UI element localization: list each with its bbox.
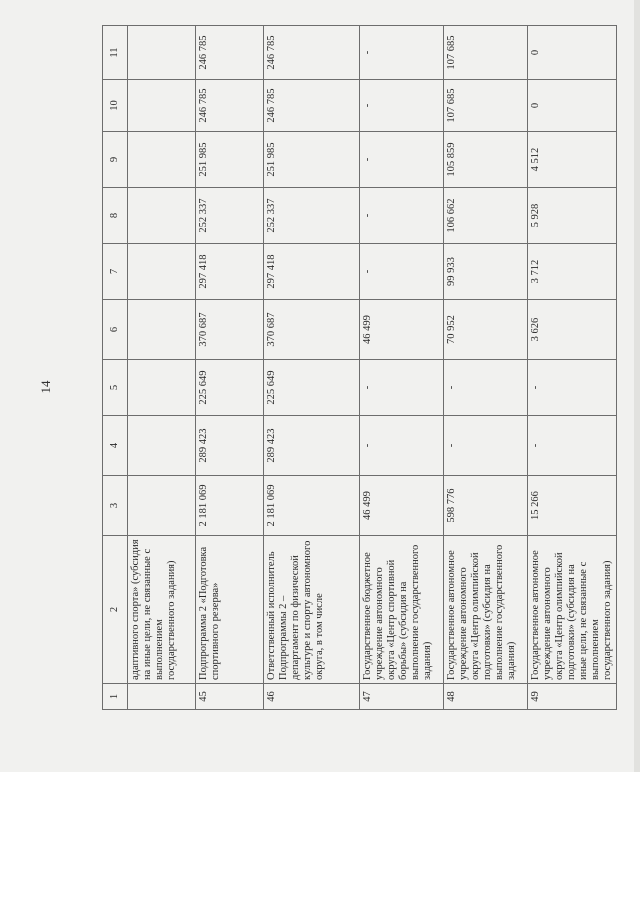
table-row	[264, 26, 360, 710]
cell-value	[128, 476, 196, 536]
cell-value: 4 512	[528, 132, 617, 188]
row-number: 47	[360, 684, 444, 710]
cell-value: 252 337	[196, 188, 264, 244]
row-name: Государственное бюджетное учреждение автономного округа «Центр спортивной борьбы» (субсидия на выполнение государственного задания)	[360, 536, 444, 684]
cell-value: -	[444, 416, 528, 476]
cell-value: 225 649	[196, 360, 264, 416]
cell-value	[128, 360, 196, 416]
cell-value: 46 499	[360, 476, 444, 536]
page-edge-shadow	[634, 0, 640, 772]
table-row	[528, 26, 617, 710]
cell-value: 251 985	[196, 132, 264, 188]
table-row	[444, 26, 528, 710]
row-name: Подпрограмма 2 «Подготовка спортивного резерва»	[196, 536, 264, 684]
table-row	[196, 26, 264, 710]
cell-value: 246 785	[264, 26, 360, 80]
cell-value: 70 952	[444, 300, 528, 360]
row-name: Ответственный исполнитель Подпрограммы 2 – департамент по физической культуре и спорту автономного округа, в том числе	[264, 536, 360, 684]
cell-value: 598 776	[444, 476, 528, 536]
column-header: 8	[103, 188, 128, 244]
cell-value: 289 423	[264, 416, 360, 476]
cell-value	[128, 244, 196, 300]
cell-value	[128, 26, 196, 80]
column-header: 9	[103, 132, 128, 188]
cell-value: 105 859	[444, 132, 528, 188]
table-row	[360, 26, 444, 710]
column-header: 1	[103, 684, 128, 710]
column-header: 5	[103, 360, 128, 416]
cell-value: 252 337	[264, 188, 360, 244]
cell-value	[128, 188, 196, 244]
page-number: 14	[38, 380, 53, 394]
cell-value: 246 785	[196, 80, 264, 132]
cell-value: 107 685	[444, 26, 528, 80]
column-header: 4	[103, 416, 128, 476]
cell-value: 0	[528, 80, 617, 132]
cell-value: -	[444, 360, 528, 416]
table-row	[128, 26, 196, 710]
cell-value: 106 662	[444, 188, 528, 244]
cell-value	[128, 300, 196, 360]
cell-value	[128, 416, 196, 476]
cell-value	[128, 132, 196, 188]
cell-value: 251 985	[264, 132, 360, 188]
row-name: Государственное автономное учреждение автономного округа «Центр олимпийской подготовки» (субсидия на иные цели, не связанные с выполнением государственного задания)	[528, 536, 617, 684]
cell-value: 2 181 069	[264, 476, 360, 536]
cell-value: 289 423	[196, 416, 264, 476]
column-header: 11	[103, 26, 128, 80]
cell-value	[128, 80, 196, 132]
cell-value: 297 418	[196, 244, 264, 300]
cell-value: -	[360, 132, 444, 188]
cell-value: -	[360, 244, 444, 300]
cell-value: 107 685	[444, 80, 528, 132]
cell-value: 246 785	[264, 80, 360, 132]
column-header: 7	[103, 244, 128, 300]
row-number: 49	[528, 684, 617, 710]
budget-table	[102, 25, 617, 710]
row-number	[128, 684, 196, 710]
cell-value: -	[528, 360, 617, 416]
cell-value: 370 687	[264, 300, 360, 360]
cell-value: 3 626	[528, 300, 617, 360]
row-number: 46	[264, 684, 360, 710]
cell-value: 225 649	[264, 360, 360, 416]
column-header: 6	[103, 300, 128, 360]
cell-value: 5 928	[528, 188, 617, 244]
row-number: 45	[196, 684, 264, 710]
row-name: адаптивного спорта» (субсидия на иные цели, не связанные с выполнением государственного задания)	[128, 536, 196, 684]
row-number: 48	[444, 684, 528, 710]
column-header: 2	[103, 536, 128, 684]
cell-value: -	[360, 360, 444, 416]
cell-value: 99 933	[444, 244, 528, 300]
cell-value: -	[528, 416, 617, 476]
cell-value: -	[360, 188, 444, 244]
budget-table-rotated	[102, 26, 614, 710]
cell-value: 15 266	[528, 476, 617, 536]
cell-value: 2 181 069	[196, 476, 264, 536]
row-name: Государственное автономное учреждение автономного округа «Центр олимпийской подготовки» (субсидия на выполнение государственного задания)	[444, 536, 528, 684]
column-header: 10	[103, 80, 128, 132]
cell-value: 46 499	[360, 300, 444, 360]
cell-value: -	[360, 26, 444, 80]
cell-value: 246 785	[196, 26, 264, 80]
column-number-row	[103, 26, 128, 710]
cell-value: 3 712	[528, 244, 617, 300]
cell-value: -	[360, 80, 444, 132]
cell-value: 0	[528, 26, 617, 80]
cell-value: 370 687	[196, 300, 264, 360]
cell-value: 297 418	[264, 244, 360, 300]
column-header: 3	[103, 476, 128, 536]
cell-value: -	[360, 416, 444, 476]
